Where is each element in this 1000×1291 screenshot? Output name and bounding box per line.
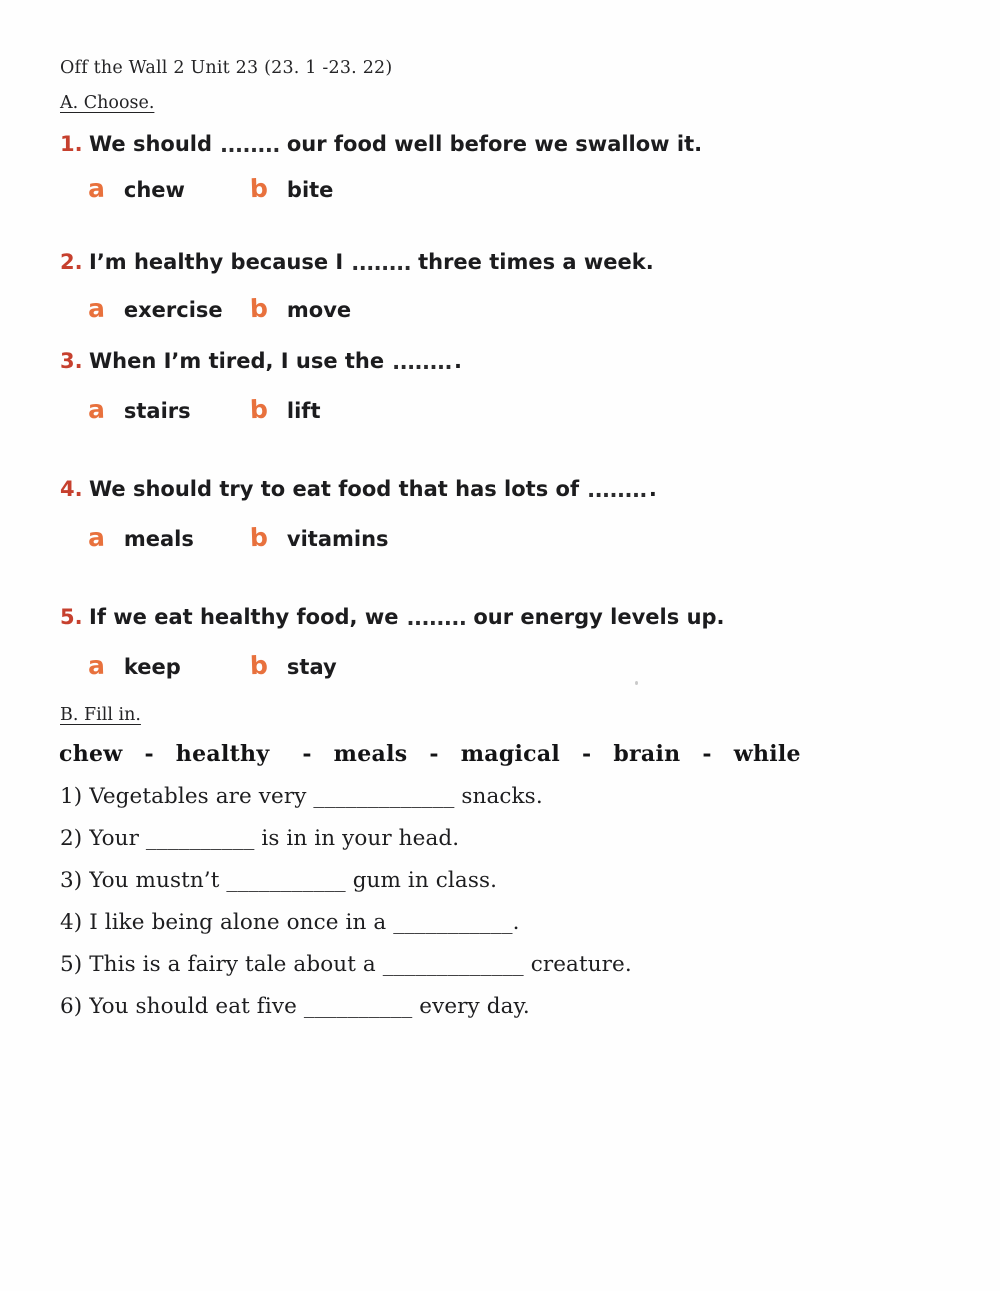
fill-sentence-3: 3) You mustn’t ___________ gum in class. [60, 868, 498, 893]
option-b-label: bite [286, 178, 334, 202]
answer-blank-dots: ........ [392, 350, 452, 374]
option-letter-b: b [249, 650, 269, 681]
option-b-label: vitamins [286, 527, 389, 551]
answer-blank-dots: ........ [220, 133, 280, 157]
fill-sentence-6: 6) You should eat five __________ every day. [60, 994, 530, 1019]
option-b[interactable] [249, 650, 337, 681]
question-text-post: . [453, 349, 462, 373]
option-b-label: move [286, 298, 352, 322]
option-a[interactable] [87, 522, 194, 553]
option-a-label: keep [123, 655, 181, 679]
option-b-label: stay [286, 655, 337, 679]
question-number: 4. [60, 477, 83, 501]
option-letter-a: a [87, 394, 106, 425]
option-b[interactable] [249, 394, 321, 425]
question-text-pre: If we eat healthy food, we [89, 605, 399, 629]
answer-blank-dots: ........ [406, 606, 467, 630]
worksheet-title: Off the Wall 2 Unit 23 (23. 1 -23. 22) [60, 58, 393, 78]
question-text-post: our energy levels up. [473, 605, 725, 629]
options-row-1 [87, 173, 588, 210]
fill-sentence-5: 5) This is a fairy tale about a _____________ creature. [60, 952, 632, 977]
option-b-label: lift [286, 399, 321, 423]
option-a-label: chew [123, 178, 185, 202]
options-row-3 [87, 394, 588, 431]
question-number: 5. [60, 605, 83, 629]
question-row-4 [60, 477, 657, 501]
option-a[interactable] [87, 394, 191, 425]
answer-blank-dots: ........ [351, 251, 412, 275]
question-number: 3. [60, 349, 83, 373]
question-text-pre: We should [89, 132, 213, 156]
option-letter-b: b [249, 173, 269, 204]
option-a-label: stairs [123, 399, 191, 423]
options-row-2 [87, 293, 588, 330]
fill-sentence-4: 4) I like being alone once in a ___________. [60, 910, 520, 935]
question-number: 2. [60, 250, 83, 274]
option-letter-b: b [249, 394, 269, 425]
question-number: 1. [60, 132, 83, 156]
question-text-pre: I’m healthy because I [89, 250, 344, 274]
option-b[interactable] [249, 293, 352, 324]
option-letter-a: a [87, 173, 106, 204]
option-letter-a: a [87, 522, 106, 553]
option-a[interactable] [87, 650, 181, 681]
option-a-label: exercise [123, 298, 223, 322]
options-row-4 [87, 522, 588, 559]
question-text-post: three times a week. [418, 250, 654, 274]
section-b-label: B. Fill in. [60, 705, 141, 725]
question-text-pre: We should try to eat food that has lots of [89, 477, 580, 501]
option-b[interactable] [249, 522, 389, 553]
fill-sentence-1: 1) Vegetables are very _____________ snacks. [60, 784, 543, 809]
question-row-5 [60, 605, 725, 629]
option-a[interactable] [87, 173, 185, 204]
answer-blank-dots: ........ [587, 478, 647, 502]
question-row-3 [60, 349, 462, 373]
scan-speck [635, 681, 638, 685]
option-a-label: meals [123, 527, 194, 551]
option-b[interactable] [249, 173, 334, 204]
option-letter-b: b [249, 293, 269, 324]
section-a-label: A. Choose. [60, 93, 155, 113]
fill-sentence-2: 2) Your __________ is in in your head. [60, 826, 460, 851]
word-bank: chew - healthy - meals - magical - brain - while [59, 741, 801, 767]
option-letter-b: b [249, 522, 269, 553]
options-row-5 [87, 650, 588, 687]
option-letter-a: a [87, 650, 106, 681]
question-row-2 [60, 250, 654, 274]
question-text-post: our food well before we swallow it. [286, 132, 703, 156]
question-text-post: . [648, 477, 657, 501]
option-letter-a: a [87, 293, 106, 324]
question-text-pre: When I’m tired, I use the [89, 349, 385, 373]
question-row-1 [60, 132, 702, 156]
option-a[interactable] [87, 293, 223, 324]
